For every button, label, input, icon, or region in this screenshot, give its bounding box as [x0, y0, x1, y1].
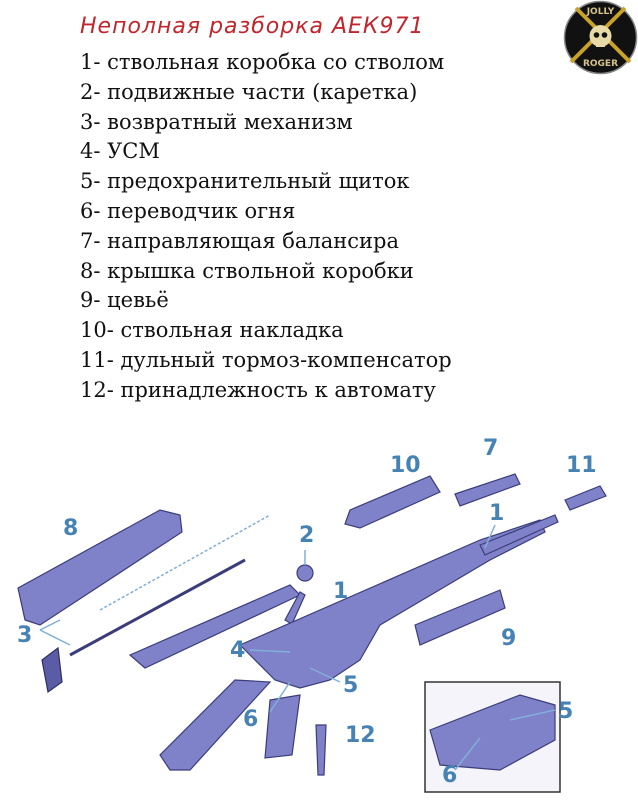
- legend-item: 6- переводчик огня: [80, 198, 296, 223]
- callout-1-receiver: 1: [333, 579, 349, 604]
- legend-item: 12- принадлежность к автомату: [80, 377, 436, 402]
- part-bolt-head: [297, 565, 313, 581]
- callout-10: 10: [390, 453, 421, 478]
- legend-item: 10- ствольная накладка: [80, 318, 344, 343]
- callout-6: 6: [243, 707, 259, 732]
- parts-legend: [80, 48, 452, 406]
- callout-7: 7: [483, 436, 499, 461]
- callout-12: 12: [345, 723, 376, 748]
- callout-5-inset: 5: [558, 699, 574, 724]
- part-recoil-base: [42, 648, 62, 692]
- legend-item: 4- УСМ: [80, 139, 160, 164]
- jolly-roger-logo: [563, 0, 638, 75]
- legend-item: 8- крышка ствольной коробки: [80, 258, 414, 283]
- callout-11: 11: [566, 453, 597, 478]
- callout-6-inset: 6: [442, 763, 458, 788]
- part-balancer-guide: [455, 474, 520, 506]
- legend-item: 5- предохранительный щиток: [80, 169, 410, 194]
- callout-1-barrel: 1: [489, 501, 505, 526]
- page-title: Неполная разборка АЕК971: [80, 14, 425, 39]
- exploded-view-diagram: [0, 420, 638, 803]
- callout-3: 3: [17, 623, 33, 648]
- callout-9: 9: [501, 626, 517, 651]
- legend-item: 3- возвратный механизм: [80, 109, 353, 134]
- part-muzzle-brake: [565, 486, 606, 510]
- callout-4: 4: [230, 638, 246, 663]
- legend-item: 2- подвижные части (каретка): [80, 79, 418, 104]
- logo-text-bottom: ROGER: [582, 59, 619, 69]
- logo-text-top: JOLLY: [586, 7, 615, 17]
- legend-item: 1- ствольная коробка со стволом: [80, 50, 445, 74]
- part-pistol-grip: [265, 695, 300, 758]
- part-cleaning-tool: [316, 725, 326, 775]
- pointer-line: [40, 620, 70, 645]
- part-handguard: [415, 590, 505, 645]
- legend-item: 11- дульный тормоз-компенсатор: [80, 347, 452, 372]
- legend-item: 7- направляющая балансира: [80, 228, 400, 253]
- legend-item: 9- цевьё: [80, 288, 169, 313]
- callout-5: 5: [343, 673, 359, 698]
- part-barrel-cover: [345, 476, 440, 528]
- callout-2: 2: [299, 523, 315, 548]
- callout-8: 8: [63, 516, 79, 541]
